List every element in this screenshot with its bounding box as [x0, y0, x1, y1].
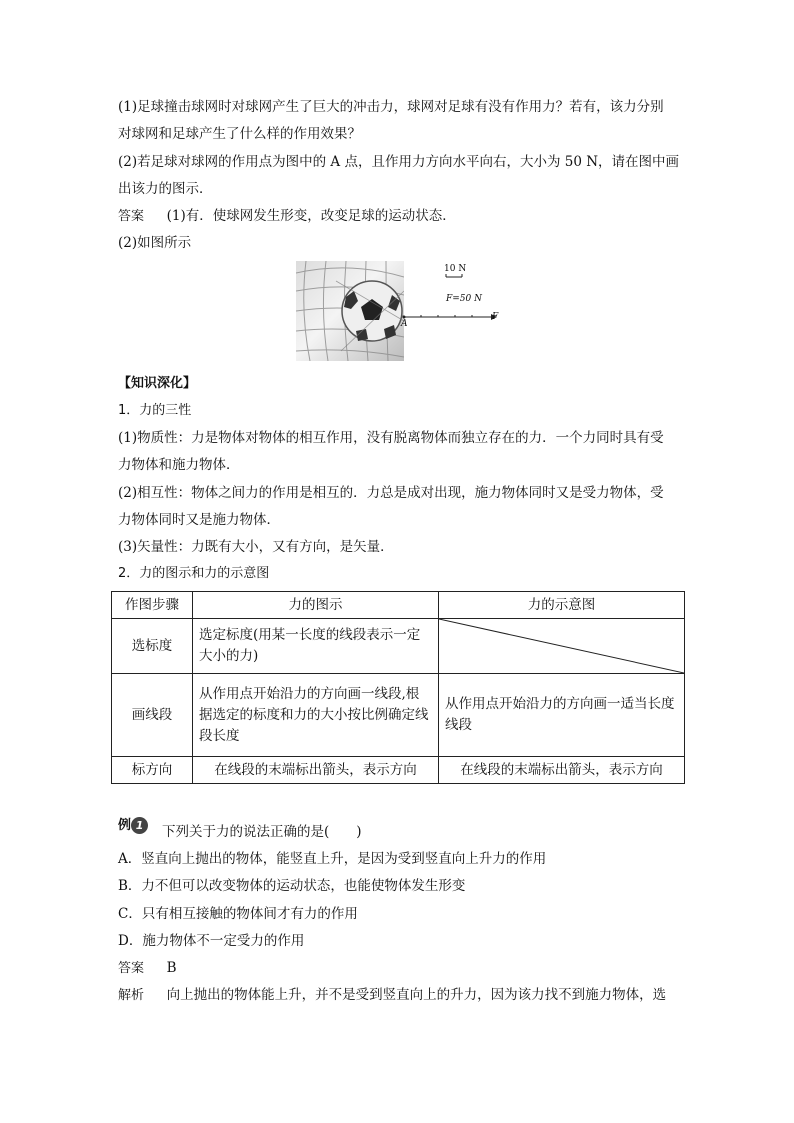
example-answer: B	[166, 960, 177, 976]
table-cell-schematic-empty	[439, 619, 685, 674]
option-a: A．竖直向上抛出的物体，能竖直上升，是因为受到竖直向上升力的作用	[118, 851, 547, 867]
table-cell-diagram: 选定标度(用某一长度的线段表示一定大小的力)	[193, 619, 439, 674]
option-b: B．力不但可以改变物体的运动状态，也能使物体发生形变	[118, 878, 466, 894]
table-row	[112, 757, 685, 784]
table-row	[112, 619, 685, 674]
example-number-icon: 1	[131, 817, 148, 834]
answer-label: 答案	[118, 209, 145, 224]
answer-line-1	[118, 206, 456, 227]
example-label: 例	[118, 818, 132, 833]
example-analysis-label: 解析	[118, 988, 145, 1003]
table-header-row	[112, 592, 685, 619]
option-c: C．只有相互接触的物体间才有力的作用	[118, 906, 358, 922]
arrow-f-label: F	[492, 312, 499, 322]
table-cell-schematic: 从作用点开始沿力的方向画一适当长度线段	[439, 674, 685, 757]
point-a-label: A	[401, 319, 408, 329]
table-cell-diagram: 从作用点开始沿力的方向画一线段,根据选定的标度和力的大小按比例确定线段长度	[193, 674, 439, 757]
example-analysis: 向上抛出的物体能上升，并不是受到竖直向上的升力，因为该力找不到施力物体，选	[166, 987, 667, 1003]
knowledge-heading: 【知识深化】	[118, 376, 197, 391]
question-2-line-1: (2)若足球对球网的作用点为图中的 A 点，且作用力方向水平向右，大小为 50 N，请在图中画	[118, 154, 680, 170]
option-d: D．施力物体不一定受力的作用	[118, 933, 305, 949]
section-1-para-1-line-2: 力物体和施力物体．	[118, 457, 240, 473]
example-answer-label: 答案	[118, 961, 145, 976]
table-cell-step: 选标度	[112, 619, 193, 674]
example-question: 下列关于力的说法正确的是( )	[162, 824, 362, 840]
diagonal-slash	[439, 619, 684, 673]
table-header-diagram: 力的图示	[193, 592, 439, 619]
table-header-step: 作图步骤	[112, 592, 193, 619]
question-2-line-2: 出该力的图示．	[118, 181, 213, 197]
example-answer-line	[118, 958, 177, 979]
example-analysis-line	[118, 985, 666, 1006]
table-cell-step: 画线段	[112, 674, 193, 757]
section-2-title: 2．力的图示和力的示意图	[118, 566, 270, 581]
table-cell-diagram: 在线段的末端标出箭头，表示方向	[193, 757, 439, 784]
section-1-title: 1．力的三性	[118, 403, 192, 418]
section-1-para-3: (3)矢量性：力既有大小，又有方向，是矢量．	[118, 539, 394, 555]
table-cell-step: 标方向	[112, 757, 193, 784]
question-1-line-2: 对球网和足球产生了什么样的作用效果？	[118, 126, 361, 142]
table-row	[112, 674, 685, 757]
section-1-para-1-line-1: (1)物质性：力是物体对物体的相互作用，没有脱离物体而独立存在的力．一个力同时具有受	[118, 430, 664, 446]
question-1-line-1: (1)足球撞击球网时对球网产生了巨大的冲击力，球网对足球有没有作用力？若有，该力分别	[118, 99, 664, 115]
force-figure	[296, 261, 510, 361]
answer-line-2: (2)如图所示	[118, 235, 192, 251]
answer-1-text: (1)有．使球网发生形变，改变足球的运动状态．	[166, 208, 456, 224]
example-badge	[118, 814, 148, 834]
force-value-label: F=50 N	[446, 294, 482, 304]
force-diagram	[296, 261, 510, 361]
scale-label: 10 N	[444, 264, 467, 274]
table-cell-schematic: 在线段的末端标出箭头，表示方向	[439, 757, 685, 784]
table-header-schematic: 力的示意图	[439, 592, 685, 619]
section-1-para-2-line-2: 力物体同时又是施力物体．	[118, 512, 280, 528]
force-drawing-table	[111, 591, 685, 784]
section-1-para-2-line-1: (2)相互性：物体之间力的作用是相互的．力总是成对出现，施力物体同时又是受力物体，受	[118, 485, 664, 501]
